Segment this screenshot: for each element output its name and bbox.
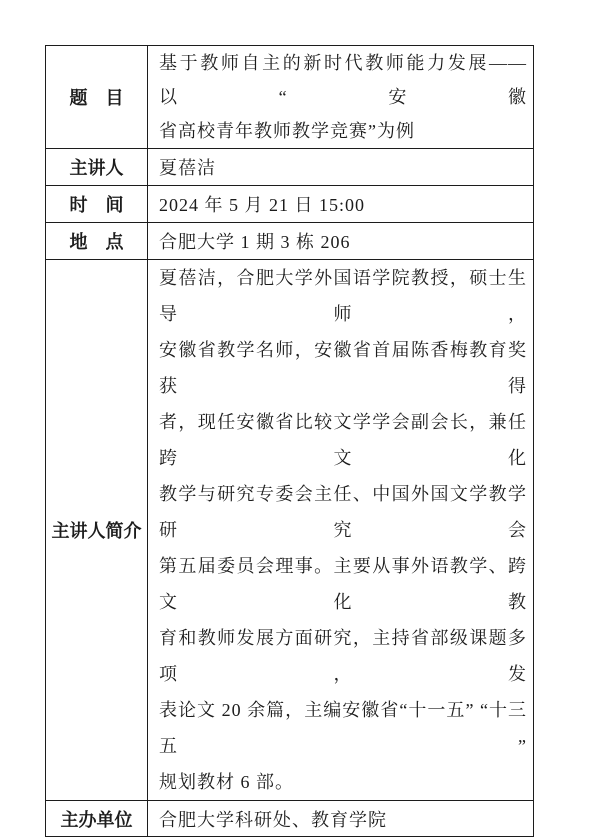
bio-line-2: 安徽省教学名师，安徽省首届陈香梅教育奖获得 (159, 340, 527, 396)
bio-line-3: 者，现任安徽省比较文学学会副会长，兼任跨文化 (159, 412, 527, 468)
table-row-bio (46, 260, 534, 801)
row-value-venue: 合肥大学 1 期 3 栋 206 (148, 223, 534, 260)
bio-line-4: 教学与研究专委会主任、中国外国文学教学研究会 (159, 484, 527, 540)
row-value-time: 2024 年 5 月 21 日 15:00 (148, 186, 534, 223)
row-label-time: 时 间 (46, 186, 148, 223)
table-row-topic (46, 46, 534, 149)
row-label-venue: 地 点 (46, 223, 148, 260)
row-value-speaker: 夏蓓洁 (148, 149, 534, 186)
bio-line-5: 第五届委员会理事。主要从事外语教学、跨文化教 (159, 556, 527, 612)
row-value-bio (148, 260, 534, 801)
topic-line-1: 基于教师自主的新时代教师能力发展——以“安徽 (159, 53, 527, 107)
row-label-speaker: 主讲人 (46, 149, 148, 186)
row-value-organizer: 合肥大学科研处、教育学院 (148, 801, 534, 837)
row-value-topic (148, 46, 534, 149)
topic-line-2: 省高校青年教师教学竞赛”为例 (159, 121, 415, 141)
table-row-venue (46, 223, 534, 260)
bio-line-6: 育和教师发展方面研究，主持省部级课题多项，发 (159, 628, 527, 684)
table-row-speaker (46, 149, 534, 186)
table-row-time (46, 186, 534, 223)
bio-line-1: 夏蓓洁，合肥大学外国语学院教授，硕士生导师， (159, 268, 527, 324)
table-row-organizer (46, 801, 534, 837)
lecture-info-table (45, 45, 534, 837)
row-label-topic: 题 目 (46, 46, 148, 149)
bio-line-8: 规划教材 6 部。 (159, 772, 294, 792)
row-label-organizer: 主办单位 (46, 801, 148, 837)
row-label-bio: 主讲人简介 (46, 260, 148, 801)
bio-line-7: 表论文 20 余篇，主编安徽省“十一五” “十三五” (159, 700, 527, 756)
